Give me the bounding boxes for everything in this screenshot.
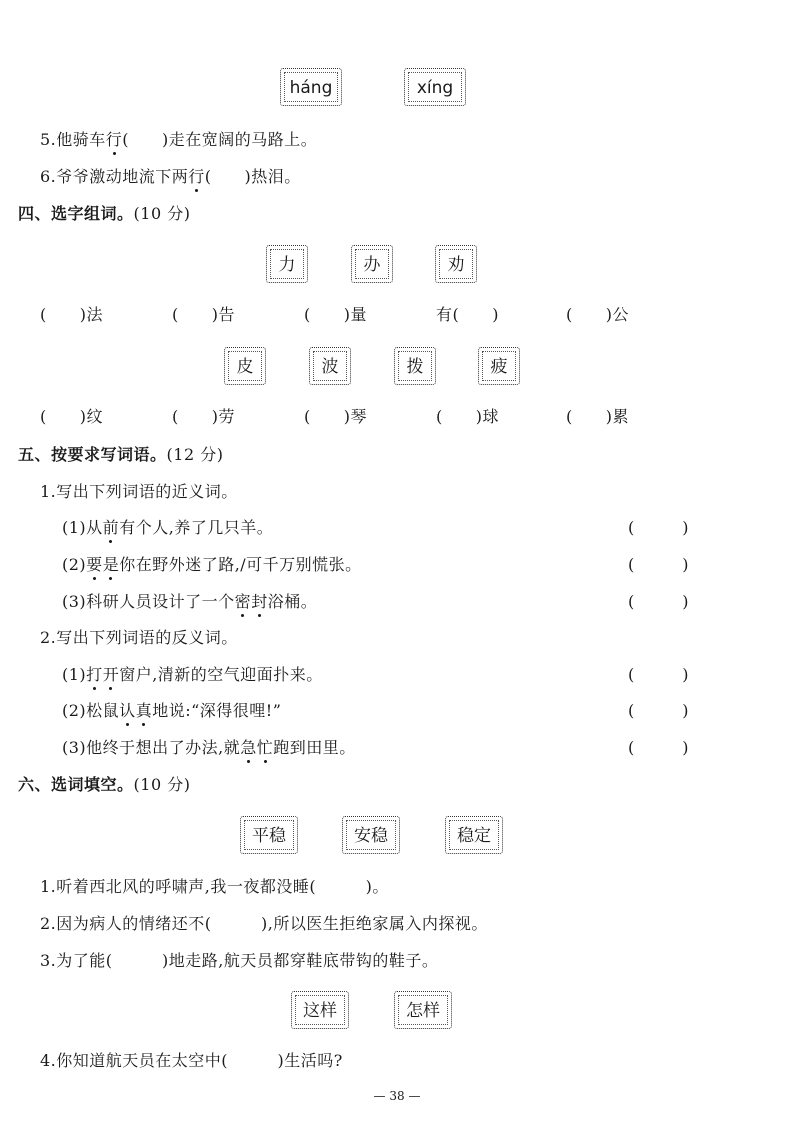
question-3-6: [40, 167, 301, 187]
dotted-word: [86, 555, 119, 574]
question-text: ( )热泪。: [204, 167, 301, 186]
section-4-heading: [18, 204, 190, 224]
dotted-char: 封: [251, 592, 268, 611]
synonym-question-1: [62, 518, 273, 538]
char-box: 疲: [478, 347, 520, 385]
synonym-question-2: [62, 555, 362, 575]
dotted-char: 开: [102, 665, 120, 684]
word-box: 稳定: [445, 816, 503, 854]
question-text: (2)松鼠: [62, 701, 120, 720]
fill-item: ( )公: [566, 305, 629, 324]
dotted-char: 真: [135, 701, 153, 720]
question-text: 有个人,养了几只羊。: [119, 518, 274, 537]
fill-question-4: 4.你知道航天员在太空中( )生活吗?: [40, 1051, 343, 1070]
fill-item: ( )累: [566, 407, 629, 426]
question-text: (2): [62, 555, 87, 574]
dotted-word: [235, 592, 268, 611]
subsection-2: 2.写出下列词语的反义词。: [40, 628, 238, 647]
fill-question-3: 3.为了能( )地走路,航天员都穿鞋底带钩的鞋子。: [40, 951, 439, 970]
fill-item: ( )球: [436, 407, 499, 426]
char-box: 劝: [435, 245, 477, 283]
antonym-question-1: [62, 665, 323, 685]
question-text: (1): [62, 665, 87, 684]
page-number: — 38 —: [373, 1089, 421, 1103]
dotted-char: 打: [86, 665, 103, 684]
question-text: 地说:“深得很哩!”: [152, 701, 282, 720]
char-box: 办: [351, 245, 393, 283]
word-box: 怎样: [394, 991, 452, 1029]
word-box: 平稳: [240, 816, 298, 854]
answer-bracket: ( ): [628, 701, 689, 720]
section-title: 六、选词填空。: [18, 775, 134, 794]
dotted-char: 行: [188, 167, 205, 186]
dotted-word: 前: [102, 518, 120, 537]
section-score: (12 分): [166, 445, 224, 464]
section-title: 五、按要求写词语。: [18, 445, 167, 464]
antonym-question-3: [62, 738, 356, 758]
question-text: (3)他终于想出了办法,就: [62, 738, 241, 757]
section-score: (10 分): [133, 775, 191, 794]
dotted-char: 密: [234, 592, 252, 611]
fill-item: ( )劳: [172, 407, 235, 426]
dotted-char: 忙: [256, 738, 274, 757]
synonym-question-3: [62, 592, 317, 612]
question-text: (1)从: [62, 518, 103, 537]
dotted-char: 认: [119, 701, 136, 720]
antonym-question-2: [62, 701, 281, 721]
answer-bracket: ( ): [628, 555, 689, 574]
question-text: 跑到田里。: [273, 738, 356, 757]
dotted-word: [119, 701, 152, 720]
subsection-1: 1.写出下列词语的近义词。: [40, 482, 238, 501]
question-text: 5.他骑车: [40, 130, 106, 149]
question-text: (3)科研人员设计了一个: [62, 592, 235, 611]
question-text: ( )走在宽阔的马路上。: [122, 130, 318, 149]
question-text: 窗户,清新的空气迎面扑来。: [119, 665, 323, 684]
answer-bracket: ( ): [628, 665, 689, 684]
dotted-char: 要: [86, 555, 103, 574]
fill-item: ( )纹: [40, 407, 103, 426]
dotted-word: [86, 665, 119, 684]
answer-bracket: ( ): [628, 592, 689, 611]
section-5-heading: [18, 445, 223, 465]
fill-item: ( )告: [172, 305, 235, 324]
char-box: 力: [266, 245, 308, 283]
dotted-char: 急: [240, 738, 257, 757]
section-6-heading: [18, 775, 190, 795]
pinyin-box-hang: háng: [280, 68, 342, 106]
question-3-5: [40, 130, 317, 150]
word-box: 安稳: [342, 816, 400, 854]
answer-bracket: ( ): [628, 738, 689, 757]
question-text: 6.爷爷激动地流下两: [40, 167, 189, 186]
fill-question-2: 2.因为病人的情绪还不( ),所以医生拒绝家属入内探视。: [40, 914, 488, 933]
fill-item: ( )法: [40, 305, 103, 324]
section-score: (10 分): [133, 204, 191, 223]
word-box: 这样: [291, 991, 349, 1029]
char-box: 皮: [224, 347, 266, 385]
fill-question-1: 1.听着西北风的呼啸声,我一夜都没睡( )。: [40, 877, 389, 896]
char-box: 波: [309, 347, 351, 385]
question-text: 浴桶。: [267, 592, 318, 611]
dotted-char: 行: [105, 130, 123, 149]
answer-bracket: ( ): [628, 518, 689, 537]
question-text: 你在野外迷了路,/可千万别慌张。: [119, 555, 362, 574]
dotted-word: [240, 738, 273, 757]
fill-item: 有( ): [436, 305, 499, 324]
dotted-char: 是: [102, 555, 120, 574]
char-box: 拨: [394, 347, 436, 385]
fill-item: ( )琴: [304, 407, 367, 426]
fill-item: ( )量: [304, 305, 367, 324]
section-title: 四、选字组词。: [18, 204, 134, 223]
pinyin-box-xing: xíng: [404, 68, 466, 106]
